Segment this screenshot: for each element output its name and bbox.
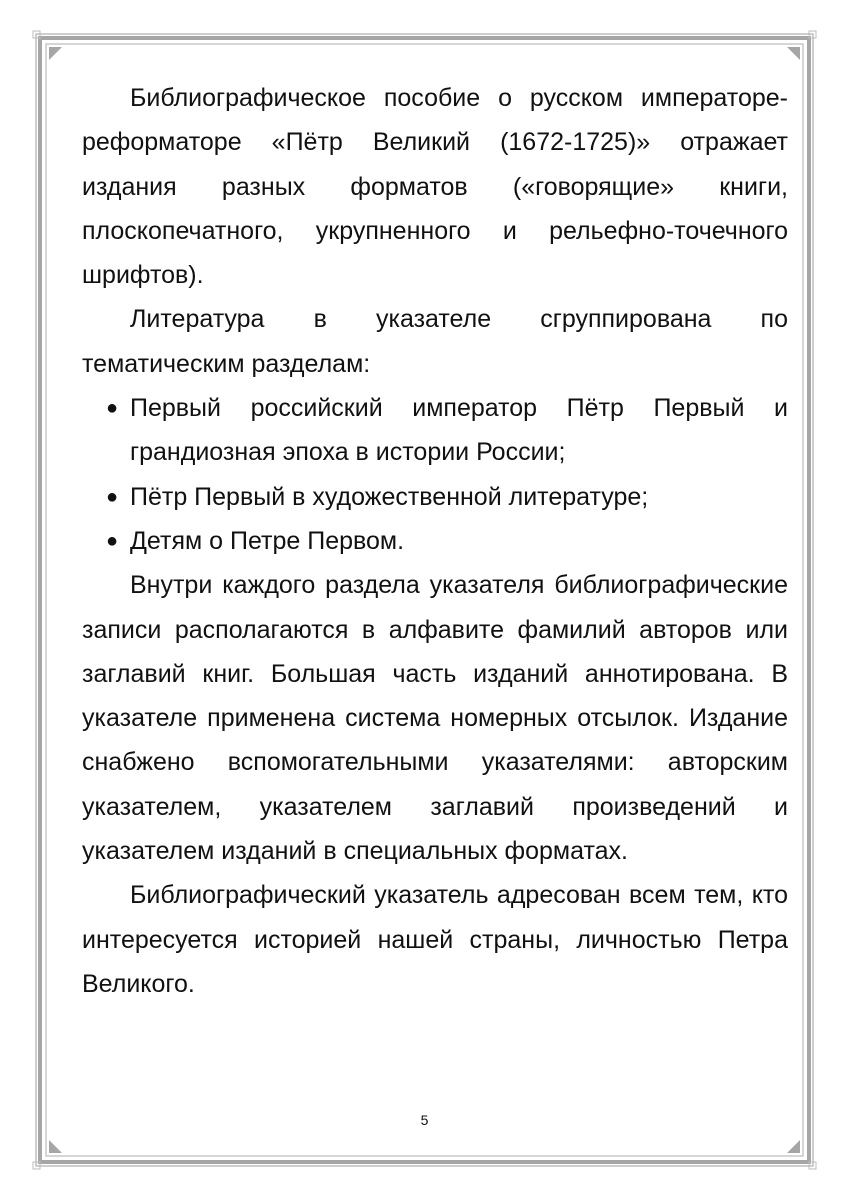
page-number: 5 bbox=[420, 1112, 429, 1128]
bullet-icon: ● bbox=[106, 529, 119, 552]
corner-ornament-bottom-right bbox=[787, 1140, 800, 1153]
corner-ornament-top-right bbox=[787, 47, 800, 60]
intro-paragraph-grouping: Литература в указателе сгруппирована по тематическим разделам: bbox=[82, 305, 788, 378]
sections-list bbox=[82, 386, 788, 563]
intro-paragraph-description: Библиографическое пособие о русском императоре-реформаторе «Пётр Великий (1672-1725)» отражает издания разных форматов («говорящие» книги, плоскопечатного, укрупненного и рельефно-точечного шрифтов). bbox=[82, 84, 788, 290]
page-content bbox=[82, 76, 788, 1006]
corner-ornament-bottom-left bbox=[49, 1140, 62, 1153]
list-item bbox=[82, 519, 788, 563]
body-paragraph-arrangement: Внутри каждого раздела указателя библиографические записи располагаются в алфавите фамилий авторов или заглавий книг. Большая часть изданий аннотирована. В указателе применена система номерных отсылок. Издание снабжено вспомогательными указателями: авторским указателем, указателем заглавий произведений и указателем изданий в специальных форматах. bbox=[82, 571, 788, 866]
list-item bbox=[82, 475, 788, 519]
list-item-text: Детям о Петре Первом. bbox=[130, 526, 405, 555]
body-paragraph-audience: Библиографический указатель адресован всем тем, кто интересуется историей нашей страны, личностью Петра Великого. bbox=[82, 881, 788, 998]
list-item-text: Первый российский император Пётр Первый и грандиозная эпоха в истории России; bbox=[130, 394, 788, 467]
list-item bbox=[82, 386, 788, 475]
bullet-icon: ● bbox=[106, 485, 119, 508]
bullet-icon: ● bbox=[106, 397, 119, 420]
corner-ornament-top-left bbox=[49, 47, 62, 60]
list-item-text: Пётр Первый в художественной литературе; bbox=[130, 482, 649, 511]
